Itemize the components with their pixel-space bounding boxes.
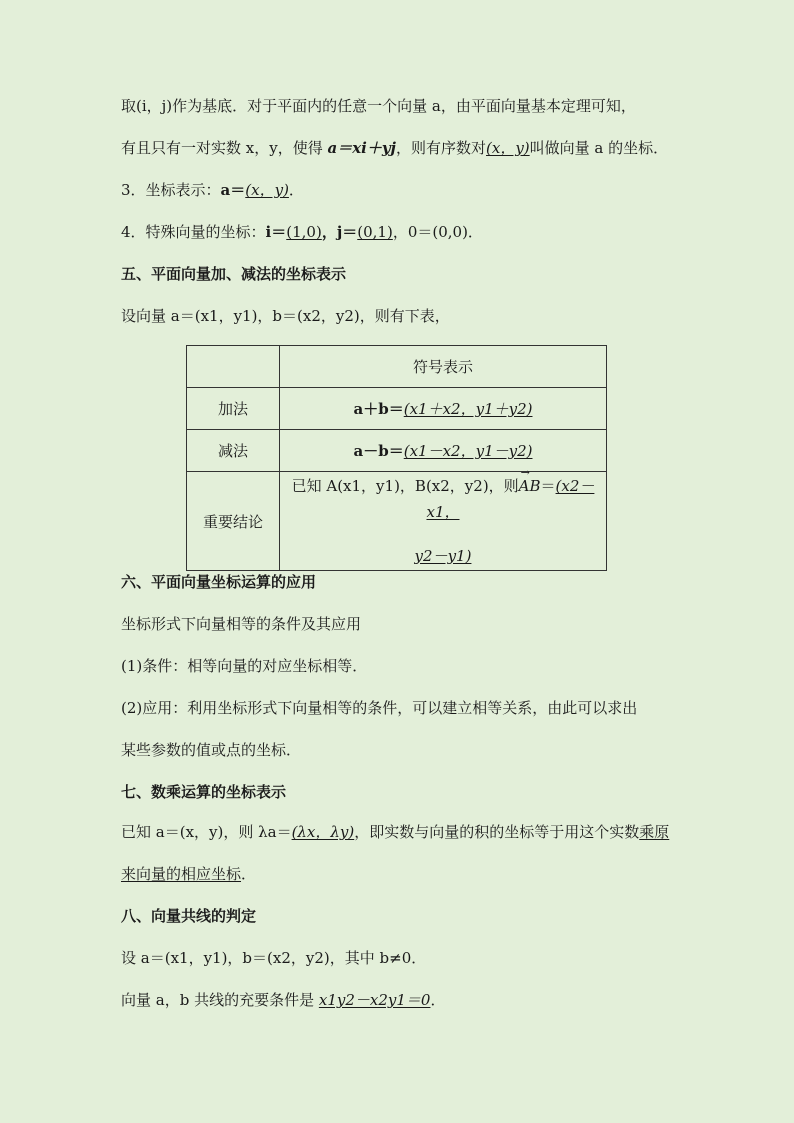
conclusion-line2 [280, 543, 606, 569]
answer-i: (1,0) [286, 223, 322, 241]
vector-ab: → AB [519, 473, 541, 499]
text-segment: 叫做向量 a 的坐标． [529, 139, 669, 157]
table-cell [280, 430, 607, 472]
table-cell-conclusion [280, 472, 607, 571]
section-heading-6: 六、平面向量坐标运算的应用 [121, 573, 317, 591]
section-8-line1: 设 a＝(x1，y1)，b＝(x2，y2)，其中 b≠0． [121, 949, 427, 967]
item-special-vectors [121, 222, 681, 242]
table-row-label: 重要结论 [187, 472, 280, 571]
answer-j: (0,1) [357, 223, 393, 241]
item-label: 4．特殊向量的坐标： [121, 223, 266, 241]
text-segment: ． [241, 865, 257, 883]
text-segment: 已知 a＝(x，y)，则 λa＝ [121, 823, 292, 841]
formula-lhs: a＋b＝ [353, 400, 404, 418]
answer-collinear-condition: x1y2－x2y1＝0 [318, 991, 431, 1009]
text-segment: 有且只有一对实数 x，y，使得 [121, 139, 328, 157]
formula-zero: ，0＝(0,0)． [392, 223, 483, 241]
table-row [187, 430, 607, 472]
table-row-label: 减法 [187, 430, 280, 472]
text-intro: 设向量 a＝(x1，y1)，b＝(x2，y2)，则有下表， [121, 307, 450, 325]
table-cell [280, 388, 607, 430]
section-8-line2 [121, 990, 681, 1010]
table-row [187, 346, 607, 388]
item-coordinate-representation [121, 180, 681, 200]
formula-decomposition: a＝xi＋yj [327, 139, 396, 157]
paragraph-basis-line2 [121, 138, 681, 158]
formula-lhs: a＝ [220, 181, 246, 199]
section-5-intro [121, 306, 681, 326]
formula-i: i＝ [265, 223, 287, 241]
section-6-condition: (1)条件：相等向量的对应坐标相等． [121, 657, 368, 675]
section-6-application-line1: (2)应用：利用坐标形式下向量相等的条件，可以建立相等关系，由此可以求出 [121, 699, 638, 717]
text-segment: 已知 A(x1，y1)，B(x2，y2)，则 [291, 477, 519, 495]
text-segment: ＝ [540, 477, 556, 495]
table-header: 符号表示 [280, 346, 607, 388]
answer-value-part2: y2－y1) [414, 547, 472, 565]
section-6-subtitle: 坐标形式下向量相等的条件及其应用 [121, 615, 362, 633]
section-heading-7: 七、数乘运算的坐标表示 [121, 783, 287, 801]
table-row [187, 472, 607, 571]
text-segment: 向量 a，b 共线的充要条件是 [121, 991, 319, 1009]
item-label: 3．坐标表示： [121, 181, 221, 199]
answer-text: 来向量的相应坐标 [121, 865, 242, 883]
table-cell-empty [187, 346, 280, 388]
section-heading-8: 八、向量共线的判定 [121, 907, 257, 925]
section-7-line1 [121, 822, 681, 842]
text-basis: 取(i，j)作为基底．对于平面内的任意一个向量 a，由平面向量基本定理可知， [121, 97, 636, 115]
text-segment: ． [288, 181, 304, 199]
answer-value: (x1＋x2，y1＋y2) [403, 400, 533, 418]
coordinate-table [186, 345, 607, 571]
answer-value: (λx，λy) [291, 823, 355, 841]
answer-value: (x1－x2，y1－y2) [403, 442, 533, 460]
answer-value-part1: (x2－x1， [426, 477, 595, 521]
section-6-application-line2: 某些参数的值或点的坐标． [121, 741, 302, 759]
paragraph-basis-line1 [121, 96, 681, 116]
section-7-line2 [121, 864, 681, 884]
text-segment: ，则有序数对 [396, 139, 487, 157]
answer-coordinate-pair: (x，y) [486, 139, 530, 157]
table-row-label: 加法 [187, 388, 280, 430]
text-segment: ，即实数与向量的积的坐标等于用这个实数 [354, 823, 640, 841]
answer-value: (x，y) [245, 181, 289, 199]
answer-text: 乘原 [639, 823, 670, 841]
text-segment: ． [430, 991, 446, 1009]
formula-j: ，j＝ [321, 223, 358, 241]
formula-lhs: a－b＝ [353, 442, 404, 460]
table-row [187, 388, 607, 430]
section-heading-5: 五、平面向量加、减法的坐标表示 [121, 265, 347, 283]
